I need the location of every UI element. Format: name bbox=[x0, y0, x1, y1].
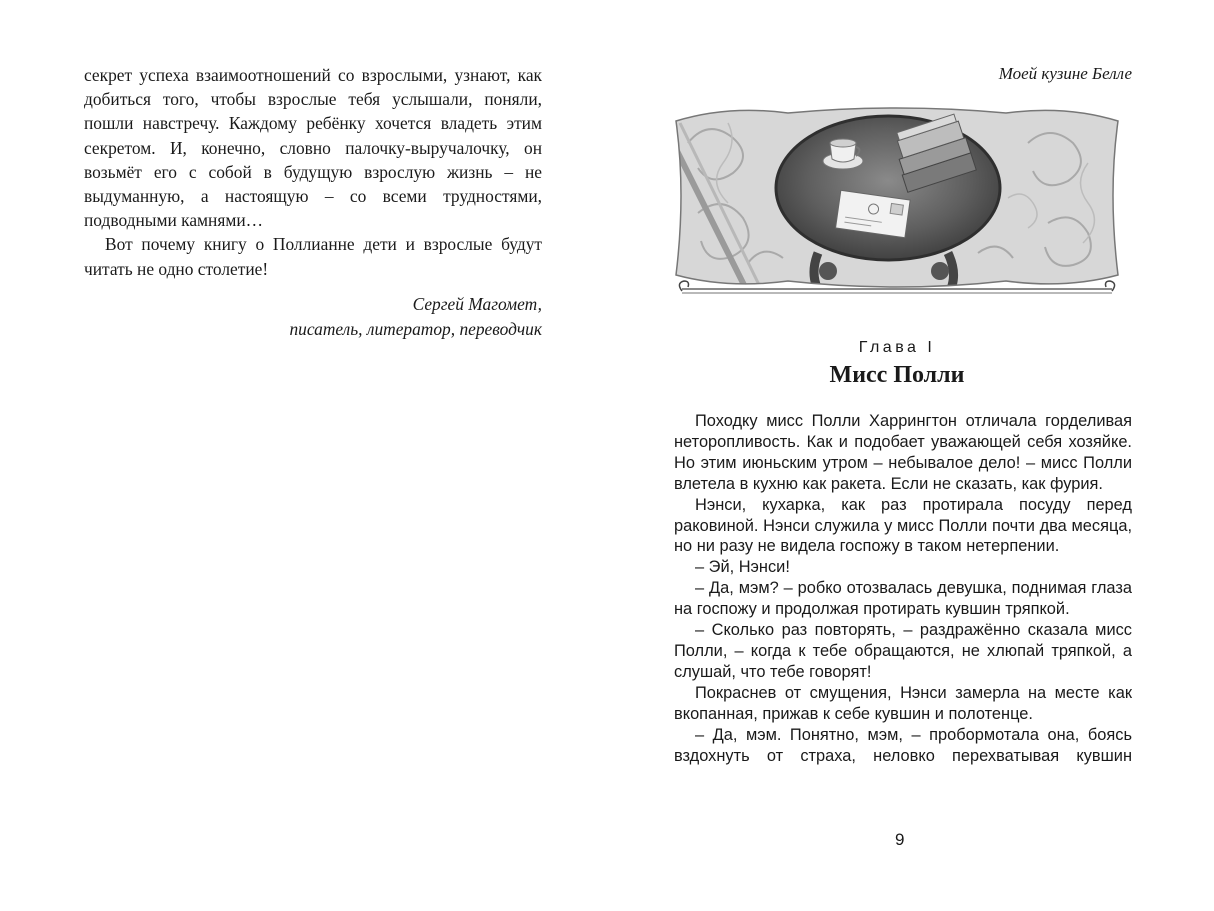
left-paragraph-1: секрет успеха взаимоотношений со взрослыми, узнают, как добиться того, чтобы взрослые тебя услышали, поняли, пошли навстречу. Каждому ребёнку хочется владеть этим секретом. И, конечно, словно палочку-выручалочку, он возьмёт его с собой в будущую взрослую жизнь – не выдуманную, а настоящую – со всеми трудностями, подводными камнями… bbox=[84, 65, 542, 231]
left-paragraph-2: Вот почему книгу о Поллианне дети и взрослые будут читать не одно столетие! bbox=[84, 234, 542, 279]
left-page-text bbox=[84, 63, 542, 281]
dedication: Моей кузине Белле bbox=[998, 64, 1132, 83]
body-paragraph-7: – Да, мэм. Понятно, мэм, – пробормотала она, боясь вздохнуть от страха, неловко перехватывая кувшин bbox=[674, 725, 1132, 765]
signature-role: писатель, литератор, переводчик bbox=[289, 319, 542, 339]
chapter-illustration bbox=[668, 103, 1126, 303]
author-signature bbox=[142, 292, 542, 342]
body-paragraph-1: Походку мисс Полли Харрингтон отличала горделивая неторопливость. Как и подобает уважающей себя хозяйке. Но этим июньским утром – небывалое дело! – мисс Полли влетела в кухню как ракета. Если не сказать, как фурия. bbox=[674, 412, 1132, 493]
chapter-title: Мисс Полли bbox=[829, 362, 965, 388]
body-paragraph-2: Нэнси, кухарка, как раз протирала посуду перед раковиной. Нэнси служила у мисс Полли почти два месяца, но ни разу не видела госпожу в таком нетерпении. bbox=[674, 495, 1132, 556]
page-number: 9 bbox=[895, 830, 905, 849]
right-page bbox=[607, 0, 1214, 911]
body-paragraph-6: Покраснев от смущения, Нэнси замерла на месте как вкопанная, прижав к себе кувшин и полотенце. bbox=[674, 683, 1132, 723]
body-paragraph-3: – Эй, Нэнси! bbox=[695, 558, 790, 577]
chapter-label: Глава I bbox=[858, 339, 936, 356]
signature-name: Сергей Магомет, bbox=[412, 294, 542, 314]
body-paragraph-4: – Да, мэм? – робко отозвалась девушка, поднимая глаза на госпожу и продолжая протирать кувшин тряпкой. bbox=[674, 579, 1132, 619]
body-paragraph-5: – Сколько раз повторять, – раздражённо сказала мисс Полли, – когда к тебе обращаются, не хлюпай тряпкой, а слушай, что тебе говорят! bbox=[674, 621, 1132, 681]
chapter-body bbox=[674, 411, 1132, 766]
